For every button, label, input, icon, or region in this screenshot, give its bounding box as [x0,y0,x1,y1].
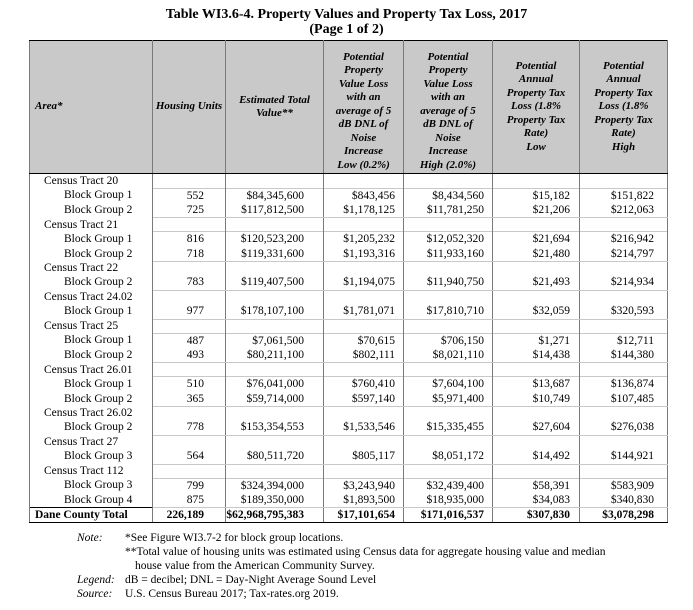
empty-cell [404,174,493,189]
cell-tax-low: $10,749 [493,392,580,407]
source-text: U.S. Census Bureau 2017; Tax-rates.org 2019. [125,588,339,600]
empty-cell [226,174,324,189]
cell-loss-low: $3,243,940 [324,478,404,493]
empty-cell [153,174,226,189]
empty-cell [153,363,226,377]
header-row [30,41,668,174]
cell-loss-high: $8,051,172 [404,449,493,464]
note-label: Note: [77,532,103,544]
cell-loss-low: $802,111 [324,348,404,363]
cell-tax-high: $216,942 [580,232,668,247]
cell-housing-units: 778 [153,420,226,435]
empty-cell [324,363,404,377]
total-label: Dane County Total [30,508,153,523]
total-cell-tax-high: $3,078,298 [580,508,668,523]
table-row [30,247,668,262]
cell-loss-high: $11,933,160 [404,247,493,262]
cell-loss-low: $1,893,500 [324,493,404,508]
cell-loss-low: $597,140 [324,392,404,407]
tract-row [30,290,668,304]
empty-cell [226,319,324,333]
cell-loss-low: $1,178,125 [324,203,404,218]
table-row [30,377,668,392]
empty-cell [580,218,668,232]
cell-loss-low: $805,117 [324,449,404,464]
table-row [30,348,668,363]
table-row [30,449,668,464]
empty-cell [493,363,580,377]
cell-loss-high: $18,935,000 [404,493,493,508]
cell-tax-low: $14,438 [493,348,580,363]
empty-cell [153,261,226,275]
note-1: *See Figure WI3.7-2 for block group locations. [125,532,344,544]
empty-cell [580,363,668,377]
tract-name: Census Tract 24.02 [30,290,153,304]
cell-tax-low: $32,059 [493,304,580,319]
cell-loss-high: $5,971,400 [404,392,493,407]
property-tax-table [29,40,668,523]
block-group-name: Block Group 2 [30,348,153,363]
empty-cell [324,174,404,189]
cell-housing-units: 977 [153,304,226,319]
cell-housing-units: 493 [153,348,226,363]
block-group-name: Block Group 2 [30,392,153,407]
table-row [30,232,668,247]
table-row [30,203,668,218]
cell-tax-low: $21,206 [493,203,580,218]
source-label: Source: [77,588,113,600]
cell-tax-high: $320,593 [580,304,668,319]
cell-tax-high: $144,921 [580,449,668,464]
empty-cell [324,435,404,449]
tract-name: Census Tract 20 [30,174,153,189]
block-group-name: Block Group 2 [30,420,153,435]
empty-cell [324,261,404,275]
cell-tax-high: $136,874 [580,377,668,392]
empty-cell [404,319,493,333]
cell-tax-high: $276,038 [580,420,668,435]
empty-cell [580,174,668,189]
cell-housing-units: 725 [153,203,226,218]
cell-tax-high: $107,485 [580,392,668,407]
cell-loss-high: $12,052,320 [404,232,493,247]
empty-cell [493,218,580,232]
block-group-name: Block Group 1 [30,232,153,247]
empty-cell [153,406,226,420]
cell-estimated-value: $119,331,600 [226,247,324,262]
empty-cell [226,464,324,478]
tract-name: Census Tract 112 [30,464,153,478]
tract-row [30,261,668,275]
cell-estimated-value: $84,345,600 [226,188,324,203]
table-row [30,420,668,435]
tract-row [30,464,668,478]
cell-estimated-value: $178,107,100 [226,304,324,319]
table-row [30,493,668,508]
cell-loss-low: $1,533,546 [324,420,404,435]
empty-cell [580,261,668,275]
cell-tax-low: $34,083 [493,493,580,508]
table-row [30,275,668,290]
block-group-name: Block Group 1 [30,188,153,203]
cell-tax-high: $583,909 [580,478,668,493]
cell-loss-low: $1,205,232 [324,232,404,247]
cell-tax-high: $144,380 [580,348,668,363]
cell-tax-high: $12,711 [580,333,668,348]
empty-cell [324,406,404,420]
cell-tax-low: $21,480 [493,247,580,262]
empty-cell [493,406,580,420]
empty-cell [324,464,404,478]
empty-cell [404,435,493,449]
empty-cell [580,319,668,333]
empty-cell [580,435,668,449]
empty-cell [226,218,324,232]
cell-estimated-value: $120,523,200 [226,232,324,247]
table-row [30,392,668,407]
cell-estimated-value: $80,511,720 [226,449,324,464]
cell-housing-units: 552 [153,188,226,203]
block-group-name: Block Group 1 [30,377,153,392]
table-row [30,478,668,493]
cell-loss-low: $843,456 [324,188,404,203]
cell-tax-low: $14,492 [493,449,580,464]
tract-name: Census Tract 22 [30,261,153,275]
block-group-name: Block Group 4 [30,493,153,508]
cell-loss-high: $17,810,710 [404,304,493,319]
block-group-name: Block Group 1 [30,333,153,348]
tract-row [30,363,668,377]
block-group-name: Block Group 1 [30,304,153,319]
cell-estimated-value: $59,714,000 [226,392,324,407]
table-notes [77,531,645,601]
cell-tax-low: $1,271 [493,333,580,348]
cell-loss-low: $1,194,075 [324,275,404,290]
table-body [30,174,668,523]
block-group-name: Block Group 2 [30,275,153,290]
cell-housing-units: 564 [153,449,226,464]
cell-housing-units: 783 [153,275,226,290]
empty-cell [493,464,580,478]
empty-cell [324,290,404,304]
cell-estimated-value: $119,407,500 [226,275,324,290]
total-row [30,508,668,523]
cell-estimated-value: $153,354,553 [226,420,324,435]
cell-housing-units: 816 [153,232,226,247]
empty-cell [493,319,580,333]
empty-cell [493,261,580,275]
empty-cell [324,218,404,232]
tract-name: Census Tract 26.01 [30,363,153,377]
cell-estimated-value: $76,041,000 [226,377,324,392]
cell-estimated-value: $324,394,000 [226,478,324,493]
cell-loss-high: $8,021,110 [404,348,493,363]
cell-housing-units: 487 [153,333,226,348]
legend-text: dB = decibel; DNL = Day-Night Average Sound Level [125,574,377,586]
cell-estimated-value: $7,061,500 [226,333,324,348]
block-group-name: Block Group 2 [30,247,153,262]
empty-cell [404,464,493,478]
empty-cell [226,363,324,377]
cell-loss-high: $706,150 [404,333,493,348]
empty-cell [324,319,404,333]
total-cell-tax-low: $307,830 [493,508,580,523]
empty-cell [493,435,580,449]
cell-housing-units: 718 [153,247,226,262]
header-tax-low: Potential Annual Property Tax Loss (1.8% Property Tax Rate) Low [493,41,580,174]
total-cell-housing-units: 226,189 [153,508,226,523]
header-tax-high: Potential Annual Property Tax Loss (1.8% Property Tax Rate) High [580,41,668,174]
block-group-name: Block Group 2 [30,203,153,218]
total-cell-loss-low: $17,101,654 [324,508,404,523]
cell-loss-high: $11,781,250 [404,203,493,218]
cell-tax-low: $15,182 [493,188,580,203]
tract-row [30,435,668,449]
cell-loss-high: $15,335,455 [404,420,493,435]
header-estimated-value: Estimated Total Value** [226,41,324,174]
table-title: Table WI3.6-4. Property Values and Property Tax Loss, 2017 [165,7,528,22]
cell-tax-low: $21,694 [493,232,580,247]
block-group-name: Block Group 3 [30,478,153,493]
empty-cell [153,464,226,478]
empty-cell [404,261,493,275]
cell-loss-low: $1,193,316 [324,247,404,262]
legend-label: Legend: [77,574,115,586]
table-row [30,188,668,203]
table-row [30,304,668,319]
empty-cell [153,435,226,449]
cell-loss-high: $32,439,400 [404,478,493,493]
cell-tax-high: $214,797 [580,247,668,262]
cell-estimated-value: $189,350,000 [226,493,324,508]
cell-housing-units: 875 [153,493,226,508]
tract-name: Census Tract 21 [30,218,153,232]
cell-tax-high: $214,934 [580,275,668,290]
empty-cell [493,174,580,189]
empty-cell [226,290,324,304]
cell-housing-units: 365 [153,392,226,407]
cell-loss-low: $70,615 [324,333,404,348]
header-loss-high: Potential Property Value Loss with an average of 5 dB DNL of Noise Increase High (2.0%) [404,41,493,174]
cell-loss-high: $11,940,750 [404,275,493,290]
cell-tax-low: $27,604 [493,420,580,435]
empty-cell [404,290,493,304]
empty-cell [153,319,226,333]
tract-name: Census Tract 27 [30,435,153,449]
tract-name: Census Tract 26.02 [30,406,153,420]
header-area: Area* [30,41,153,174]
cell-loss-high: $8,434,560 [404,188,493,203]
cell-loss-low: $1,781,071 [324,304,404,319]
empty-cell [226,261,324,275]
cell-loss-high: $7,604,100 [404,377,493,392]
cell-tax-high: $151,822 [580,188,668,203]
tract-name: Census Tract 25 [30,319,153,333]
header-housing-units: Housing Units [153,41,226,174]
cell-tax-low: $21,493 [493,275,580,290]
cell-tax-high: $212,063 [580,203,668,218]
empty-cell [153,290,226,304]
tract-row [30,406,668,420]
total-cell-estimated-value: $62,968,795,383 [226,508,324,523]
empty-cell [404,363,493,377]
tract-row [30,174,668,189]
header-loss-low: Potential Property Value Loss with an average of 5 dB DNL of Noise Increase Low (0.2%) [324,41,404,174]
empty-cell [404,218,493,232]
empty-cell [226,435,324,449]
block-group-name: Block Group 3 [30,449,153,464]
tract-row [30,319,668,333]
empty-cell [226,406,324,420]
empty-cell [404,406,493,420]
empty-cell [580,464,668,478]
table-row [30,333,668,348]
cell-tax-high: $340,830 [580,493,668,508]
cell-housing-units: 510 [153,377,226,392]
tract-row [30,218,668,232]
cell-loss-low: $760,410 [324,377,404,392]
cell-tax-low: $58,391 [493,478,580,493]
cell-tax-low: $13,687 [493,377,580,392]
note-2: **Total value of housing units was estimated using Census data for aggregate housing value and median house value from the American Community Survey. [125,546,606,572]
total-cell-loss-high: $171,016,537 [404,508,493,523]
empty-cell [493,290,580,304]
cell-estimated-value: $117,812,500 [226,203,324,218]
empty-cell [580,290,668,304]
table-subtitle: (Page 1 of 2) [309,22,384,37]
cell-housing-units: 799 [153,478,226,493]
empty-cell [580,406,668,420]
empty-cell [153,218,226,232]
cell-estimated-value: $80,211,100 [226,348,324,363]
